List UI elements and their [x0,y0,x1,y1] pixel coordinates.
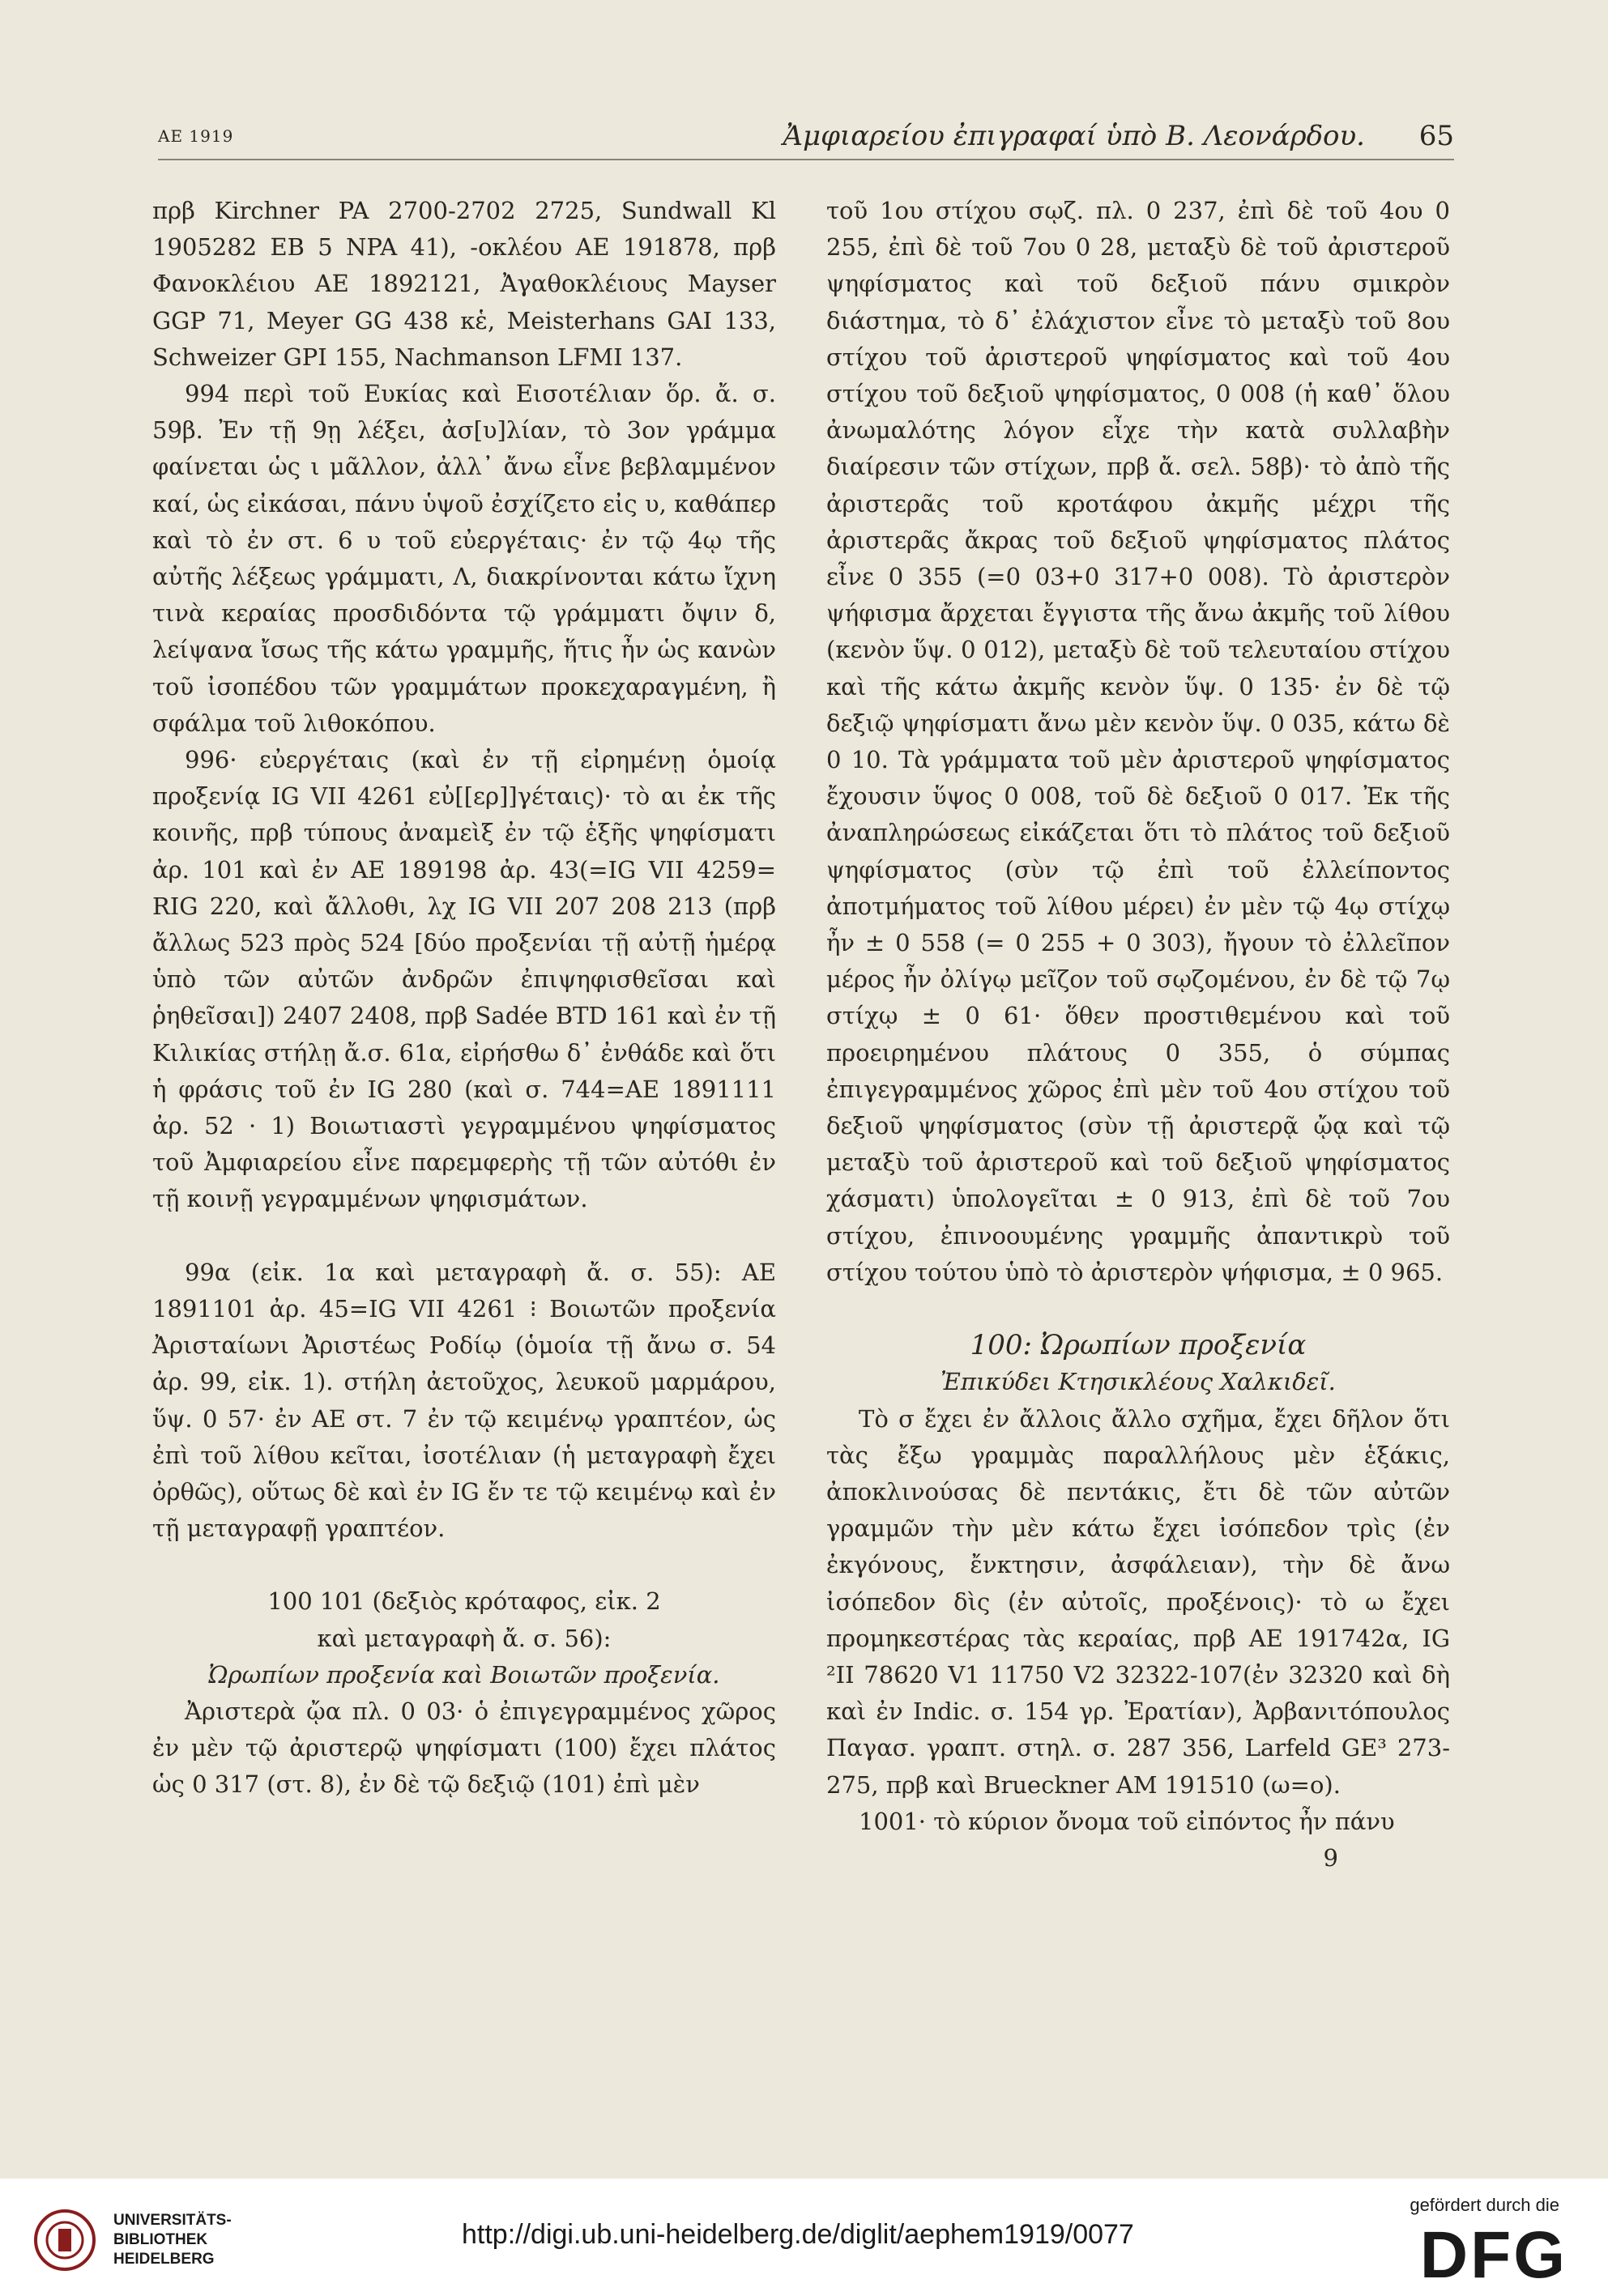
funded-by-label: gefördert durch die [1410,2195,1559,2215]
sheet-number: 9 [1323,1843,1338,1872]
section-heading-100-101: 100 101 (δεξιὸς κρόταφος, εἰκ. 2 [267,1587,661,1616]
paragraph-1: πρβ Kirchner PA 2700-2702 2725, Sundwall Kl 1905282 EB 5 NPA 41), -οκλέου AE 191878, πρβ Φανοκλέιου ΑΕ 1892121, Ἀγαθοκλέιους Mayser GGP 71, Meyer GG 438 κἑ, Meisterhans GAI 133, Schweizer GPI 155, Nachmanson LFMI 137. [152,197,776,371]
header-title: Ἀμφιαρείου ἐπιγραφαί ὑπὸ Β. Λεονάρδου. [783,120,1365,152]
section-heading-title: Ὠρωπίων προξενία καὶ Βοιωτῶν προξενία. [208,1660,720,1689]
paragraph-100-1: 1001· τὸ κύριον ὄνομα τοῦ εἰπόντος ἦν πάνυ [859,1807,1395,1835]
header-rule [158,159,1454,160]
footer-bar [0,2179,1608,2296]
running-header [158,120,1454,152]
paragraph-99-4: 994 περὶ τοῦ Ευκίας καὶ Εισοτέλιαν ὅρ. ἄ. σ. 59β. Ἐν τῇ 9ῃ λέξει, ἀσ[υ]λίαν, τὸ 3ον γράμμα φαίνεται ὡς ι μᾶλλον, ἀλλ᾽ ἄνω εἶνε βεβλαμμένον καί, ὡς εἰκάσαι, πάνυ ὑψοῦ ἐσχίζετο εἰς υ, καθάπερ καὶ τὸ ἐν στ. 6 υ τοῦ εὐεργέταις· ἐν τῷ 4ῳ τῆς αὐτῆς λέξεως γράμματι, Λ, διακρίνονται κάτω ἴχνη τινὰ κεραίας προσδιδόντα τῷ γράμματι ὄψιν δ, λείψανα ἴσως τῆς κάτω γραμμῆς, ἥτις ἦν ὡς κανὼν τοῦ ἰσοπέδου τῶν γραμμάτων προκεχαραγμένη, ἢ σφάλμα τοῦ λιθοκόπου. [152,380,776,737]
paragraph-left-edge: Ἀριστερὰ ᾤα πλ. 0 03· ὁ ἐπιγεγραμμένος χῶρος ἐν μὲν τῷ ἀριστερῷ ψηφίσματι (100) ἔχει πλάτος ὡς 0 317 (στ. 8), ἐν δὲ τῷ δεξιῷ (101) ἐπὶ μὲν [152,1697,776,1799]
paragraph-99-6: 996· εὐεργέταις (καὶ ἐν τῇ εἰρημένῃ ὁμοίᾳ προξενίᾳ IG VII 4261 εὐ[[ερ]]γέταις)· τὸ αι ἐκ τῆς κοινῆς, πρβ τύπους ἀναμεὶξ ἐν τῷ ἑξῆς ψηφίσματι ἀρ. 101 καὶ ἐν ΑΕ 189198 ἀρ. 43(=IG VII 4259= RIG 220, καὶ ἄλλοθι, λχ IG VII 207 208 213 (πρβ ἄλλως 523 πρὸς 524 [δύο προξενίαι τῇ αὐτῇ ἡμέρᾳ ὑπὸ τῶν αὐτῶν ἀνδρῶν ἐπιψηφισθεῖσαι καὶ ῥηθεῖσαι]) 2407 2408, πρβ Sadée BTD 161 καὶ ἐν τῇ Κιλικίας στήλῃ ἄ.σ. 61α, εἰρήσθω δ᾽ ἐνθάδε καὶ ὅτι ἡ φράσις τοῦ ἐν IG 280 (καὶ σ. 744=AE 1891111 ἀρ. 52 · 1) Βοιωτιαστὶ γεγραμμένου ψηφίσματος τοῦ Ἀμφιαρείου εἶνε παρεμφερὴς τῇ τῶν αὐτόθι ἐν τῇ κοινῇ γεγραμμένων ψηφισμάτων. [152,746,776,1213]
left-column [152,193,776,1804]
page-number: 65 [1418,120,1454,152]
paragraph-99a: 99α (εἰκ. 1α καὶ μεταγραφὴ ἄ. σ. 55): ΑΕ 1891101 ἀρ. 45=IG VII 4261 ⁝ Βοιωτῶν προξενία Ἀρισταίωνι Ἀριστέως Ροδίῳ (ὁμοία τῇ ἄνω σ. 54 ἀρ. 99, εἰκ. 1). στήλη ἀετοῦχος, λευκοῦ μαρμάρου, ὕψ. 0 57· ἐν ΑΕ στ. 7 ἐν τῷ κειμένῳ γραπτέον, ὡς ἐπὶ τοῦ λίθου κεῖται, ἰσοτέλιαν (ἡ μεταγραφὴ ἔχει ὀρθῶς), οὕτως δὲ καὶ ἐν IG ἔν τε τῷ κειμένῳ καὶ ἐν τῇ μεταγραφῇ γραπτέον. [152,1258,776,1543]
section-heading-subtitle: καὶ μεταγραφὴ ἄ. σ. 56): [317,1624,612,1652]
paragraph-sigma: Τὸ σ ἔχει ἐν ἄλλοις ἄλλο σχῆμα, ἔχει δῆλον ὅτι τὰς ἔξω γραμμὰς παραλλήλους μὲν ἑξάκις, ἀποκλινούσας δὲ πεντάκις, ἔτι δὲ τῶν αὐτῶν γραμμῶν τὴν μὲν κάτω ἔχει ἰσόπεδον τρὶς (ἐν ἐκγόνους, ἔνκτησιν, ἀσφάλειαν), τὴν δὲ ἄνω ἰσόπεδον δὶς (ἐν αὐτοῖς, προξένοις)· τὸ ω ἔχει προμηκεστέρας τὰς κεραίας, πρβ ΑΕ 191742α, IG ²II 78620 V1 11750 V2 32322-107(ἐν 32320 καὶ δὴ καὶ ἐν Indic. σ. 154 γρ. Ἐρατίαν), Ἀρβανιτόπουλος Παγασ. γραπτ. στηλ. σ. 287 356, Larfeld GE³ 273-275, πρβ καὶ Brueckner AM 191510 (ω=ο). [826,1404,1450,1799]
dfg-logo: DFG [1419,2218,1567,2292]
section-heading-100-title: Ἐπικύδει Κτησικλέους Χαλκιδεῖ. [940,1368,1336,1396]
section-heading-100: 100: Ὠρωπίων προξενία [970,1329,1307,1362]
right-column [826,193,1450,1876]
institution-name: UNIVERSITÄTS-BIBLIOTHEK HEIDELBERG [113,2212,232,2268]
university-seal-icon [32,2208,97,2273]
source-link[interactable]: http://digi.ub.uni-heidelberg.de/diglit/aephem1919/0077 [462,2219,1134,2250]
paragraph-continued: τοῦ 1ου στίχου σῳζ. πλ. 0 237, ἐπὶ δὲ τοῦ 4ου 0 255, ἐπὶ δὲ τοῦ 7ου 0 28, μεταξὺ δὲ τοῦ ἀριστεροῦ ψηφίσματος καὶ τοῦ δεξιοῦ πάνυ σμικρὸν διάστημα, τὸ δ᾽ ἐλάχιστον εἶνε τὸ μεταξὺ τοῦ 8ου στίχου τοῦ ἀριστεροῦ ψηφίσματος καὶ τοῦ 4ου στίχου τοῦ δεξιοῦ ψηφίσματος, 0 008 (ἡ καθ᾽ ὅλου ἀνωμαλότης λόγον εἶχε τὴν κατὰ συλλαβὴν διαίρεσιν τῶν στίχων, πρβ ἄ. σελ. 58β)· τὸ ἀπὸ τῆς ἀριστερᾶς τοῦ κροτάφου ἀκμῆς μέχρι τῆς ἀριστερᾶς ἄκρας τοῦ δεξιοῦ ψηφίσματος πλάτος εἶνε 0 355 (=0 03+0 317+0 008). Τὸ ἀριστερὸν ψήφισμα ἄρχεται ἔγγιστα τῆς ἄνω ἀκμῆς τοῦ λίθου (κενὸν ὕψ. 0 012), μεταξὺ δὲ τοῦ τελευταίου στίχου καὶ τῆς κάτω ἀκμῆς κενὸν ὕψ. 0 135· ἐν δὲ τῷ δεξιῷ ψηφίσματι ἄνω μὲν κενὸν ὕψ. 0 035, κάτω δὲ 0 10. Τὰ γράμματα τοῦ μὲν ἀριστεροῦ ψηφίσματος ἔχουσιν ὕψος 0 008, τοῦ δὲ δεξιοῦ 0 017. Ἐκ τῆς ἀναπληρώσεως εἰκάζεται ὅτι τὸ πλάτος τοῦ δεξιοῦ ψηφίσματος (σὺν τῷ ἐπὶ τοῦ ἐλλείποντος ἀποτμήματος τοῦ λίθου μέρει) ἐν μὲν τῷ 4ῳ στίχῳ ἦν ± 0 558 (= 0 255 + 0 303), ἤγουν τὸ ἐλλεῖπον μέρος ἦν ὀλίγῳ μεῖζον τοῦ σῳζομένου, ἐν δὲ τῷ 7ῳ στίχῳ ± 0 61· ὅθεν προστιθεμένου καὶ τοῦ προειρημένου πλάτους 0 355, ὁ σύμπας ἐπιγεγραμμένος χῶρος ἐπὶ μὲν τοῦ 4ου στίχου τοῦ δεξιοῦ ψηφίσματος (σὺν τῇ ἀριστερᾷ ᾤᾳ καὶ τῷ μεταξὺ τοῦ ἀριστεροῦ καὶ τοῦ δεξιοῦ ψηφίσματος χάσματι) ὑπολογεῖται ± 0 913, ἐπὶ δὲ τοῦ 7ου στίχου, ἐπινοουμένης γραμμῆς ἀπαντικρὺ τοῦ στίχου τούτου ὑπὸ τὸ ἀριστερὸν ψήφισμα, ± 0 965. [826,197,1450,1286]
journal-label: ΑΕ 1919 [158,126,234,146]
